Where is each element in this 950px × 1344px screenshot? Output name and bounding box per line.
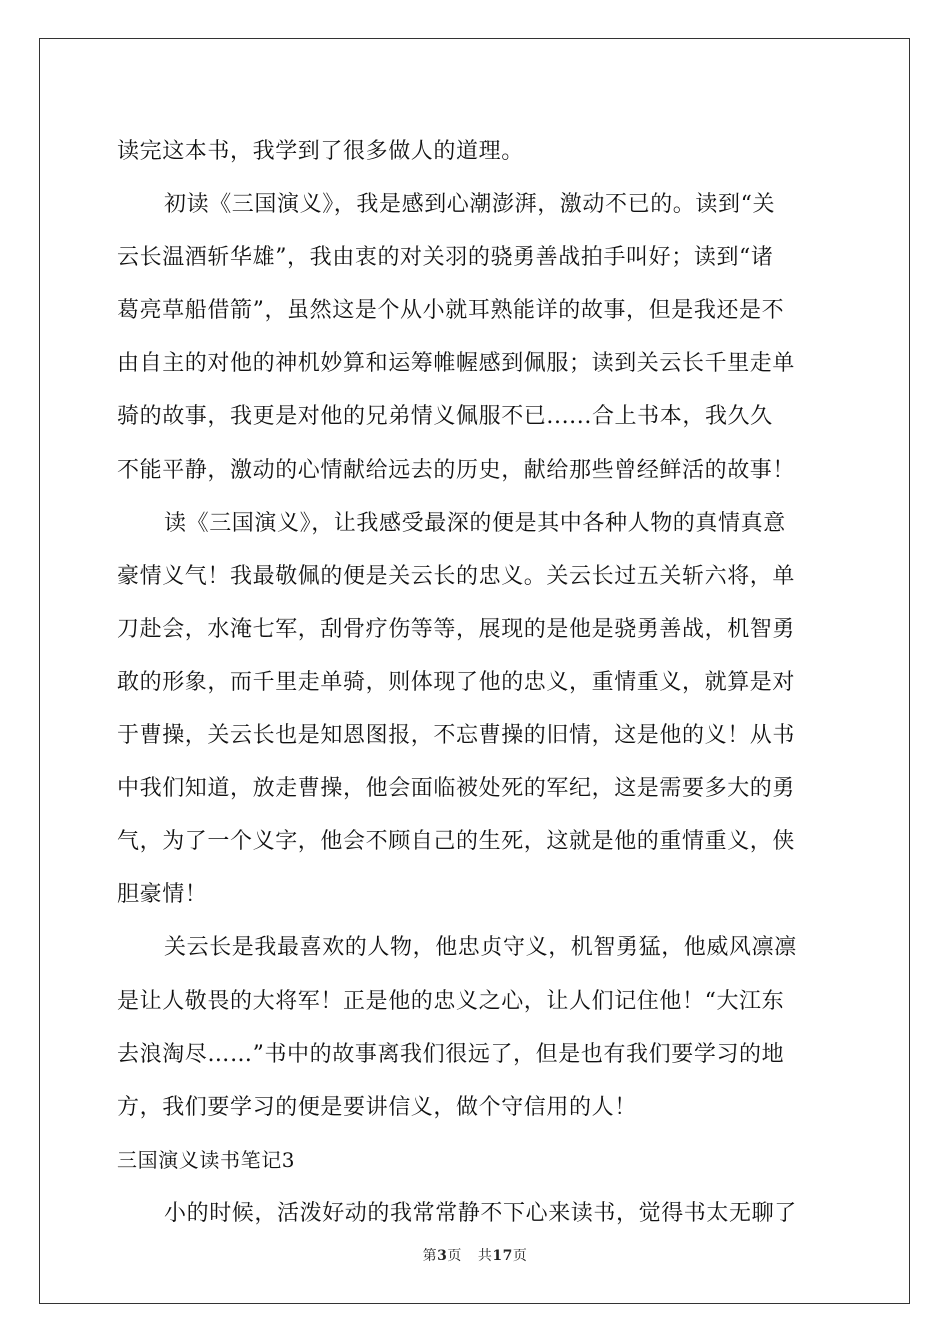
text-line: 方，我们要学习的便是要讲信义，做个守信用的人！: [117, 1094, 637, 1120]
document-body: [117, 125, 837, 1240]
text-line: 骑的故事，我更是对他的兄弟情义佩服不已......合上书本，我久久: [117, 404, 773, 430]
text-line: 云长温酒斩华雄”，我由衷的对关羽的骁勇善战拍手叫好；读到“诸: [117, 245, 774, 271]
text-line: 是让人敬畏的大将军！正是他的忠义之心，让人们记住他！“大江东: [117, 988, 785, 1014]
total-pages: 17: [492, 1248, 513, 1264]
page-number: 3: [437, 1248, 448, 1264]
text-line: 豪情义气！我最敬佩的便是关云长的忠义。关云长过五关斩六将，单: [117, 563, 796, 589]
paragraph-start-line: 初读《三国演义》，我是感到心潮澎湃，激动不已的。读到“关: [164, 192, 776, 218]
text-line: 去浪淘尽……”书中的故事离我们很远了，但是也有我们要学习的地: [117, 1041, 785, 1067]
paragraph-start-line: 小的时候，活泼好动的我常常静不下心来读书，觉得书太无聊了: [164, 1200, 797, 1226]
paragraph-start-line: 读《三国演义》，让我感受最深的便是其中各种人物的真情真意: [164, 510, 786, 536]
text-line: 气，为了一个义字，他会不顾自己的生死，这就是他的重情重义，侠: [117, 829, 796, 855]
text-line: 刀赴会，水淹七军，刮骨疗伤等等，展现的是他是骁勇善战，机智勇: [117, 616, 796, 642]
page-prefix: 第: [422, 1248, 438, 1264]
page-suffix: 页: [447, 1248, 462, 1264]
text-line: 不能平静，激动的心情献给远去的历史，献给那些曾经鲜活的故事！: [117, 457, 796, 483]
paragraph-start-line: 关云长是我最喜欢的人物，他忠贞守义，机智勇猛，他威风凛凛: [164, 935, 797, 961]
text-line: 读完这本书，我学到了很多做人的道理。: [117, 139, 524, 164]
section-heading: 三国演义读书笔记3: [117, 1147, 296, 1172]
text-line: 敢的形象，而千里走单骑，则体现了他的忠义，重情重义，就算是对: [117, 669, 796, 695]
text-line: 葛亮草船借箭”，虽然这是个从小就耳熟能详的故事，但是我还是不: [117, 298, 785, 324]
page-footer: [0, 1245, 950, 1265]
text-line: 由自主的对他的神机妙算和运筹帷幄感到佩服；读到关云长千里走单: [117, 351, 796, 377]
total-suffix: 页: [512, 1248, 528, 1264]
text-line: 胆豪情！: [117, 882, 208, 908]
text-line: 于曹操，关云长也是知恩图报，不忘曹操的旧情，这是他的义！从书: [117, 723, 796, 749]
total-prefix: 共: [477, 1248, 493, 1264]
text-line: 中我们知道，放走曹操，他会面临被处死的军纪，这是需要多大的勇: [117, 776, 796, 802]
